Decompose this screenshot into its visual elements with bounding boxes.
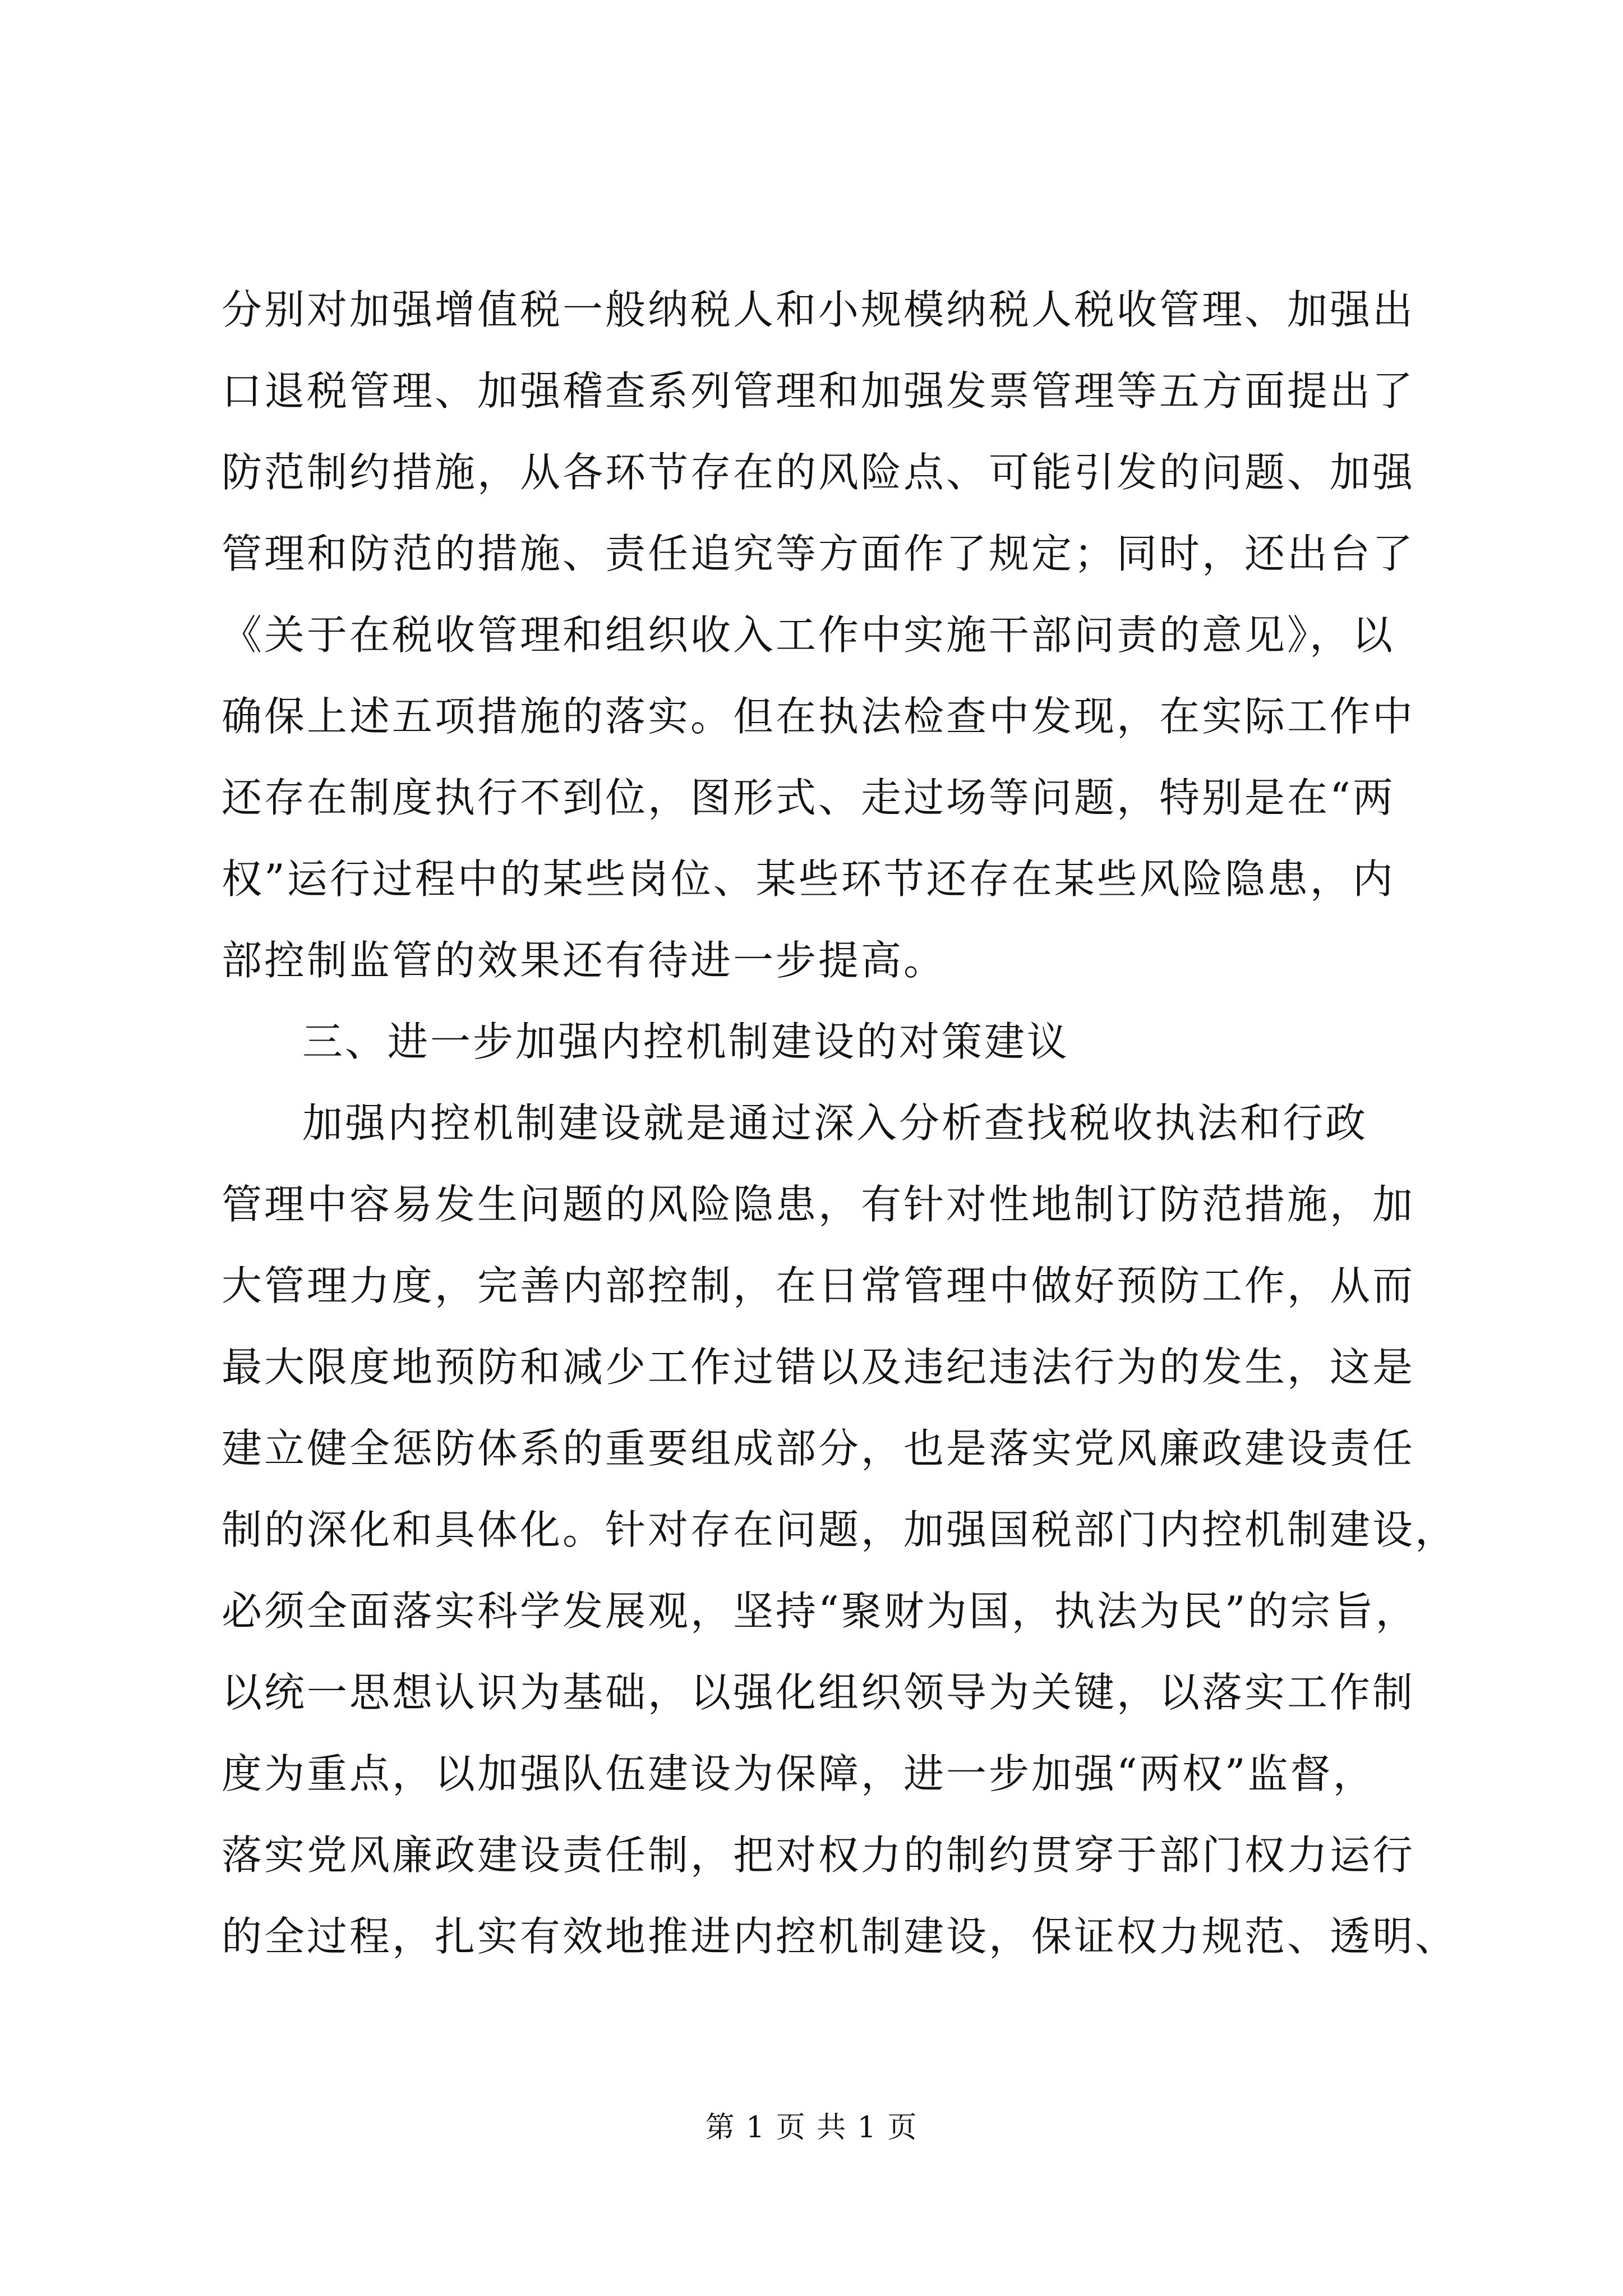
page-footer: 第 1 页 共 1 页 xyxy=(705,2111,918,2145)
text-line: 制的深化和具体化。针对存在问题，加强国税部门内控机制建设， xyxy=(222,1506,1458,1553)
text-line: 建立健全惩防体系的重要组成部分，也是落实党风廉政建设责任 xyxy=(222,1425,1415,1472)
text-line: 分别对加强增值税一般纳税人和小规模纳税人税收管理、加强出 xyxy=(222,286,1415,333)
text-line: 防范制约措施，从各环节存在的风险点、可能引发的问题、加强 xyxy=(222,449,1415,496)
section-heading: 三、进一步加强内控机制建设的对策建议 xyxy=(302,1018,1070,1065)
text-line: 权”运行过程中的某些岗位、某些环节还存在某些风险隐患，内 xyxy=(222,855,1395,903)
text-line: 《关于在税收管理和组织收入工作中实施干部问责的意见》，以 xyxy=(222,611,1395,659)
text-line: 部控制监管的效果还有待进一步提高。 xyxy=(222,937,947,984)
text-line: 最大限度地预防和减少工作过错以及违纪违法行为的发生，这是 xyxy=(222,1343,1415,1391)
text-line: 落实党风廉政建设责任制，把对权力的制约贯穿于部门权力运行 xyxy=(222,1832,1415,1879)
text-line: 的全过程，扎实有效地推进内控机制建设，保证权力规范、透明、 xyxy=(222,1913,1458,1960)
text-line: 口退税管理、加强稽查系列管理和加强发票管理等五方面提出了 xyxy=(222,367,1415,415)
text-line: 确保上述五项措施的落实。但在执法检查中发现，在实际工作中 xyxy=(222,693,1415,740)
document-body xyxy=(222,269,1458,1977)
text-line: 必须全面落实科学发展观，坚持“聚财为国，执法为民”的宗旨， xyxy=(222,1588,1418,1635)
text-line: 还存在制度执行不到位，图形式、走过场等问题，特别是在“两 xyxy=(222,774,1395,821)
text-line: 管理中容易发生问题的风险隐患，有针对性地制订防范措施，加 xyxy=(222,1181,1415,1228)
paragraph-first-line: 加强内控机制建设就是通过深入分析查找税收执法和行政 xyxy=(302,1099,1368,1147)
text-line: 管理和防范的措施、责任追究等方面作了规定；同时，还出台了 xyxy=(222,530,1415,577)
text-line: 以统一思想认识为基础，以强化组织领导为关键，以落实工作制 xyxy=(222,1669,1415,1716)
text-line: 大管理力度，完善内部控制，在日常管理中做好预防工作，从而 xyxy=(222,1262,1415,1309)
text-line: 度为重点，以加强队伍建设为保障，进一步加强“两权”监督， xyxy=(222,1750,1376,1797)
